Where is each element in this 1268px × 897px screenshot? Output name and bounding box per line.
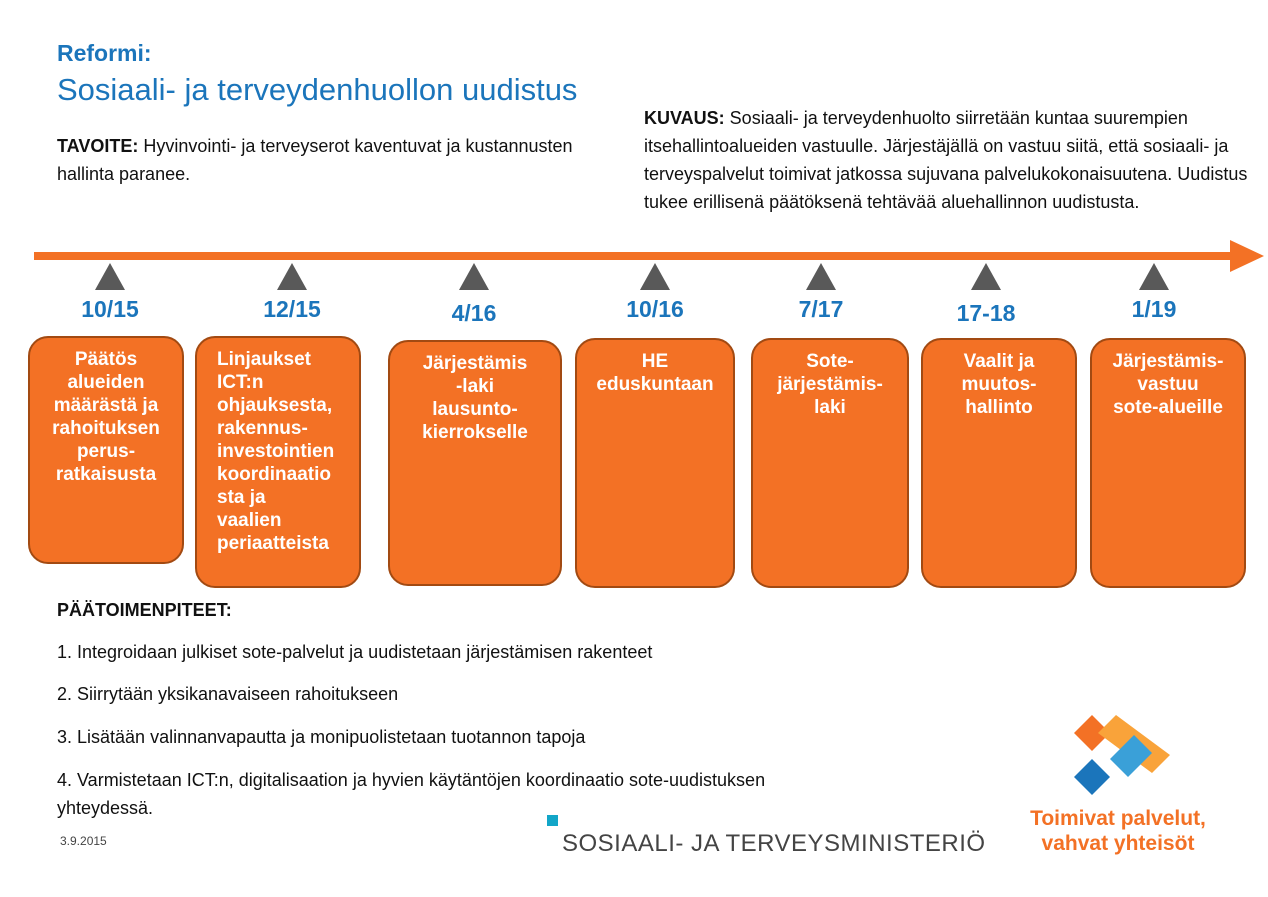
timeline-marker-icon [640, 263, 670, 290]
action-item: 2. Siirrytään yksikanavaiseen rahoitukseen [57, 684, 399, 704]
timeline-date: 1/19 [1131, 296, 1177, 322]
timeline-date: 10/16 [626, 296, 684, 322]
action-item: 4. Varmistetaan ICT:n, digitalisaation ja hyvien käytäntöjen koordinaatio sote-uudistuksen yhteydessä. [57, 770, 766, 818]
timeline-marker-icon [95, 263, 125, 290]
timeline-date: 10/15 [81, 296, 139, 322]
timeline-arrowhead [1230, 240, 1264, 272]
ministry-square-icon [547, 815, 558, 826]
milestone-text: HE eduskuntaan [596, 351, 714, 395]
action-item: 3. Lisätään valinnanvapautta ja monipuolistetaan tuotannon tapoja [57, 727, 586, 747]
timeline-milestone-box [195, 336, 361, 588]
timeline-milestone-box [1090, 338, 1246, 588]
slogan [1018, 806, 1218, 856]
timeline-marker-icon [277, 263, 307, 290]
timeline-milestone-box [388, 340, 562, 586]
timeline-milestone-box [751, 338, 909, 588]
milestone-text: Sote- järjestämis- laki [777, 351, 883, 418]
actions-title: PÄÄTOIMENPITEET: [57, 600, 232, 620]
timeline-marker-icon [1139, 263, 1169, 290]
ministry-logo-icon [1070, 715, 1170, 795]
footer-date: 3.9.2015 [60, 834, 107, 848]
slogan-line2: vahvat yhteisöt [1041, 832, 1195, 855]
page-title: Sosiaali- ja terveydenhuollon uudistus [57, 72, 578, 107]
timeline-date: 4/16 [451, 300, 497, 326]
timeline-milestone-box [575, 338, 735, 588]
timeline-date: 17-18 [956, 300, 1016, 326]
timeline-milestone-box [921, 338, 1077, 588]
timeline-arrow [0, 0, 1268, 300]
timeline-milestone-box [28, 336, 184, 564]
milestone-text: Linjaukset ICT:n ohjauksesta, rakennus- investointien koordinaatio sta ja vaalien periaatteista [217, 349, 335, 554]
timeline-marker-icon [459, 263, 489, 290]
timeline-date: 7/17 [798, 296, 844, 322]
description-label: KUVAUS: [644, 108, 725, 128]
description-body: Sosiaali- ja terveydenhuolto siirretään kuntaa suurempien itsehallintoalueiden vastuulle. Järjestäjällä on vastuu siitä, että sosiaali- ja terveyspalvelut toimivat jatkossa sujuvana palvelukokonaisuutena. Uudistus tukee erillisenä päätöksenä tehtävää aluehallinnon uudistusta. [644, 108, 1248, 212]
action-item: 1. Integroidaan julkiset sote-palvelut ja uudistetaan järjestämisen rakenteet [57, 642, 653, 662]
milestone-text: Järjestämis- vastuu sote-alueille [1112, 351, 1224, 418]
goal-label: TAVOITE: [57, 136, 139, 156]
milestone-text: Järjestämis -laki lausunto- kierrokselle [422, 353, 528, 443]
goal-body: Hyvinvointi- ja terveyserot kaventuvat ja kustannusten hallinta paranee. [57, 136, 573, 184]
milestone-text: Päätös alueiden määrästä ja rahoituksen perus- ratkaisusta [52, 349, 160, 485]
timeline-date: 12/15 [263, 296, 321, 322]
title-reformi: Reformi: [57, 40, 152, 66]
timeline-marker-icon [806, 263, 836, 290]
milestone-text: Vaalit ja muutos- hallinto [961, 351, 1037, 418]
slogan-line1: Toimivat palvelut, [1030, 807, 1206, 830]
timeline-marker-icon [971, 263, 1001, 290]
ministry-name: SOSIAALI- JA TERVEYSMINISTERIÖ [562, 830, 986, 857]
